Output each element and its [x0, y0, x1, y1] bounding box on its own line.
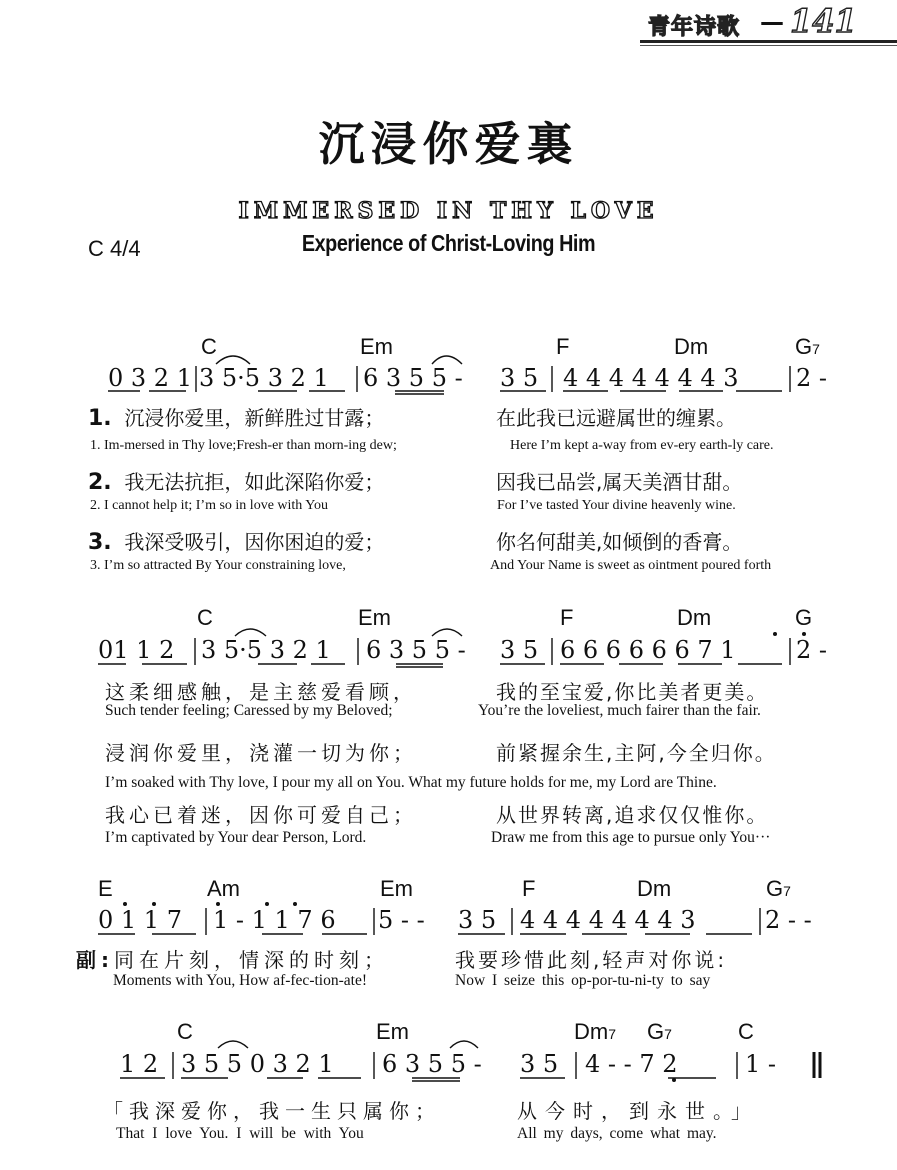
svg-text:3 5: 3 5	[500, 636, 539, 664]
ending-chinese: 「我深爱你，我一生只属你；	[103, 1099, 441, 1123]
chorus-english: Moments with You, How af-fec-tion-ate!	[113, 972, 367, 989]
verse-1-chinese-b: 在此我已远避属世的缠累。	[496, 406, 736, 430]
notation-line	[0, 624, 897, 674]
svg-text:3 5 5 0 3 2 1: 3 5 5 0 3 2 1	[181, 1050, 334, 1078]
header-rule	[640, 40, 897, 43]
chord: Em	[358, 605, 391, 630]
notation-line	[0, 1038, 897, 1088]
notation-line	[0, 350, 897, 400]
chorus-english-b: Now I seize this op-por-tu-ni-ty to say	[455, 972, 711, 989]
book-title: 青年诗歌	[648, 15, 741, 40]
chord: F	[556, 334, 570, 359]
key-time-signature: C 4/4	[88, 236, 141, 261]
svg-text:2 -: 2 -	[796, 636, 828, 664]
chord: Dm	[674, 334, 709, 359]
chord: G	[795, 605, 813, 630]
verse-2-english-b: For I’ve tasted Your divine heavenly wine.	[497, 498, 736, 513]
svg-text:3 5: 3 5	[458, 906, 497, 934]
chord: Am	[207, 876, 240, 901]
verse-3-chinese: 3. 我深受吸引，因你困迫的爱；	[88, 530, 385, 555]
svg-text:1 - 1 1 7 6: 1 - 1 1 7 6	[213, 906, 336, 934]
svg-text:4 4 4 4 4 4 4 3: 4 4 4 4 4 4 4 3	[520, 906, 696, 934]
chord: G7	[766, 876, 791, 901]
svg-text:1 2: 1 2	[120, 1050, 159, 1078]
chord: Em	[360, 334, 393, 359]
svg-text:6 3 5 5 -: 6 3 5 5 -	[382, 1050, 482, 1078]
svg-text:5 - -: 5 - -	[378, 906, 425, 934]
header-rule-thin	[640, 45, 897, 46]
svg-text:2 -: 2 -	[796, 364, 828, 392]
verse-2-chinese: 2. 我无法抗拒，如此深陷你爱；	[88, 470, 385, 495]
chord: F	[560, 605, 574, 630]
chord: Dm	[677, 605, 712, 630]
svg-text:3 5: 3 5	[500, 364, 539, 392]
chorus-chinese-b: 我要珍惜此刻,轻声对你说:	[455, 948, 728, 972]
svg-text:6 3 5 5 -: 6 3 5 5 -	[366, 636, 466, 664]
page-header	[620, 0, 897, 46]
svg-text:0 3 2 1: 0 3 2 1	[108, 364, 192, 392]
chord: Em	[376, 1019, 409, 1044]
verse-2-chinese: 浸润你爱里，浇灌一切为你；	[105, 741, 417, 765]
song-title-english: IMMERSED IN THY LOVE	[238, 198, 659, 224]
header-separator: —	[760, 8, 784, 36]
svg-text:2 - -: 2 - -	[765, 906, 812, 934]
verse-1-english: 1. Im-mersed in Thy love;Fresh-er than morn-ing dew;	[90, 438, 397, 453]
verse-1-english-b: Here I’m kept a-way from ev-ery earth-ly care.	[510, 438, 774, 453]
chord: C	[201, 334, 217, 359]
svg-text:1 -: 1 -	[745, 1050, 777, 1078]
chord: C	[738, 1019, 754, 1044]
chord: G7	[795, 334, 820, 359]
song-title-chinese: 沉浸你爱裏	[318, 117, 579, 171]
verse-3-english-b: And Your Name is sweet as ointment poured forth	[490, 558, 772, 573]
svg-text:4 4 4 4 4 4 4 3: 4 4 4 4 4 4 4 3	[563, 364, 739, 392]
notation-line	[0, 894, 897, 944]
verse-3-english: 3. I’m so attracted By Your constraining love,	[90, 558, 346, 573]
chord: Dm7	[574, 1019, 617, 1044]
chorus-label: 副:	[76, 948, 114, 972]
svg-text:6 3 5 5 -: 6 3 5 5 -	[363, 364, 463, 392]
svg-text:0 1 1 7: 0 1 1 7	[98, 906, 182, 934]
song-subtitle: Experience of Christ-Loving Him	[301, 230, 596, 256]
verse-1-english-b: You’re the loveliest, much fairer than the fair.	[478, 702, 761, 719]
chord: F	[522, 876, 536, 901]
ending-chinese-b: 从今时，到永世。」	[517, 1099, 759, 1123]
verse-2-chinese-b: 因我已品尝,属天美酒甘甜。	[496, 470, 743, 494]
chord: Dm	[637, 876, 672, 901]
svg-text:01 1 2: 01 1 2	[98, 636, 175, 664]
svg-text:6 6 6 6 6 6 7 1: 6 6 6 6 6 6 7 1	[560, 636, 736, 664]
verse-1-chinese: 1. 沉浸你爱里，新鲜胜过甘露；	[88, 406, 385, 431]
verse-2-english: I’m soaked with Thy love, I pour my all on You. What my future holds for me, my Lord are Thine.	[105, 774, 717, 791]
chord: Em	[380, 876, 413, 901]
verse-3-english-b: Draw me from this age to pursue only You···	[491, 829, 771, 846]
svg-text:4 - - 7 2: 4 - - 7 2	[585, 1050, 678, 1078]
chord: G7	[647, 1019, 672, 1044]
verse-1-english: Such tender feeling; Caressed by my Beloved;	[105, 702, 393, 719]
verse-3-chinese-b: 从世界转离,追求仅仅惟你。	[496, 803, 769, 827]
verse-3-chinese-b: 你名何甜美,如倾倒的香膏。	[496, 530, 743, 554]
chord: C	[177, 1019, 193, 1044]
svg-text:3 5·5 3 2 1: 3 5·5 3 2 1	[201, 636, 331, 664]
ending-english: That I love You. I will be with You	[116, 1125, 364, 1142]
verse-2-chinese-b: 前紧握余生,主阿,今全归你。	[496, 741, 777, 765]
svg-text:3 5·5 3 2 1: 3 5·5 3 2 1	[199, 364, 329, 392]
chorus-chinese: 副:同在片刻，情深的时刻；	[76, 948, 389, 972]
svg-text:3 5: 3 5	[520, 1050, 559, 1078]
verse-1-chinese: 这柔细感触，是主慈爱看顾，	[105, 680, 417, 704]
page-number: 141	[790, 2, 857, 40]
verse-3-english: I’m captivated by Your dear Person, Lord.	[105, 829, 367, 846]
verse-2-english: 2. I cannot help it; I’m so in love with You	[90, 498, 328, 513]
chord: E	[98, 876, 113, 901]
ending-english-b: All my days, come what may.	[517, 1125, 717, 1142]
verse-3-chinese: 我心已着迷，因你可爱自己；	[105, 803, 417, 827]
chord: C	[197, 605, 213, 630]
verse-1-chinese-b: 我的至宝爱,你比美者更美。	[496, 680, 769, 704]
